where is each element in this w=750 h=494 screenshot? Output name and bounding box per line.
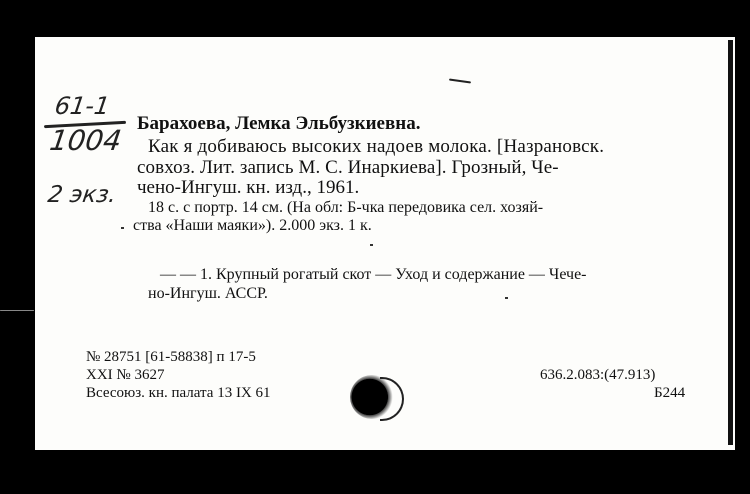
physical-line-2: ства «Наши маяки»). 2.000 экз. 1 к. (133, 217, 372, 234)
footer-left-2: XXI № 3627 (86, 367, 165, 383)
author-mark: Б244 (654, 385, 686, 401)
title-line-3: чено-Ингуш. кн. изд., 1961. (137, 177, 360, 198)
speck (370, 244, 373, 246)
title-line-2: совхоз. Лит. запись М. С. Инаркиева]. Грозный, Че- (137, 157, 559, 178)
card-edge (728, 40, 733, 445)
author-heading: Барахоева, Лемка Эльбузкиевна. (137, 113, 421, 134)
handwritten-copies: 2 экз. (46, 182, 118, 208)
speck (505, 297, 508, 299)
speck (121, 227, 124, 229)
physical-line-1: 18 с. с портр. 14 см. (На обл: Б-чка передовика сел. хозяй- (148, 199, 544, 216)
circular-stamp-icon (350, 375, 394, 419)
handwritten-number-top: 61-1 (53, 92, 112, 120)
footer-left-1: № 28751 [61-58838] п 17-5 (86, 349, 256, 365)
classification-code: 636.2.083:(47.913) (540, 367, 656, 383)
footer-left-3: Всесоюз. кн. палата 13 IX 61 (86, 385, 271, 401)
subject-line-2: но-Ингуш. АССР. (148, 285, 268, 302)
subject-line-1: — — 1. Крупный рогатый скот — Уход и содержание — Чече- (160, 266, 587, 283)
mark (0, 310, 34, 311)
title-line-1: Как я добиваюсь высоких надоев молока. [Назрановск. (148, 136, 605, 157)
handwritten-number-bottom: 1004 (47, 124, 124, 157)
